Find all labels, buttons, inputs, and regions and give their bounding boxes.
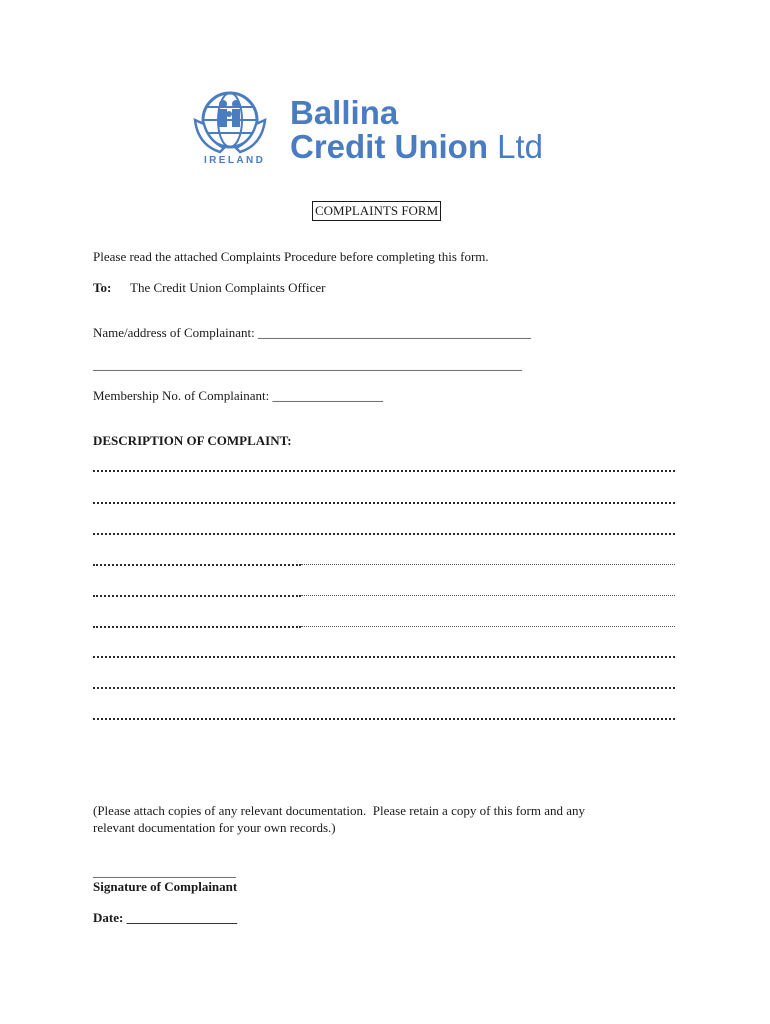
description-line[interactable] <box>93 718 675 720</box>
logo-name-line2 <box>290 130 543 163</box>
membership-label: Membership No. of Complainant: <box>93 388 270 403</box>
form-title: COMPLAINTS FORM <box>312 201 441 221</box>
description-line[interactable] <box>93 656 675 658</box>
name-address-label: Name/address of Complainant: <box>93 325 255 340</box>
description-line[interactable] <box>93 564 675 566</box>
logo-country-text: IRELAND <box>204 155 266 166</box>
description-line[interactable] <box>93 595 675 597</box>
logo-name-suffix: Ltd <box>497 128 544 165</box>
to-label: To: <box>93 280 112 295</box>
attach-note-line1: (Please attach copies of any relevant documentation. Please retain a copy of this form and any <box>93 803 586 818</box>
date-row <box>93 910 237 926</box>
membership-row <box>93 388 383 404</box>
date-field[interactable]: _________________ <box>126 910 238 925</box>
description-heading: DESCRIPTION OF COMPLAINT: <box>93 433 292 448</box>
description-line[interactable] <box>93 470 675 472</box>
name-address-row <box>93 325 531 341</box>
signature-field[interactable]: ______________________ <box>93 864 236 879</box>
name-address-field[interactable]: __________________________________________ <box>258 325 531 340</box>
description-line[interactable] <box>93 502 675 504</box>
to-value: The Credit Union Complaints Officer <box>130 280 326 295</box>
attach-note-line2: relevant documentation for your own records.) <box>93 820 336 835</box>
logo-name-main: Credit Union <box>290 128 488 165</box>
description-line[interactable] <box>93 533 675 535</box>
description-line[interactable] <box>93 687 675 689</box>
signature-label: Signature of Complainant <box>93 879 238 894</box>
date-label: Date: <box>93 910 124 925</box>
name-address-field-2[interactable]: __________________________________________________________________ <box>93 357 522 372</box>
description-line[interactable] <box>93 626 675 628</box>
logo-name-line1: Ballina <box>290 94 399 131</box>
intro-text: Please read the attached Complaints Procedure before completing this form. <box>93 249 489 264</box>
membership-field[interactable]: _________________ <box>272 388 383 403</box>
